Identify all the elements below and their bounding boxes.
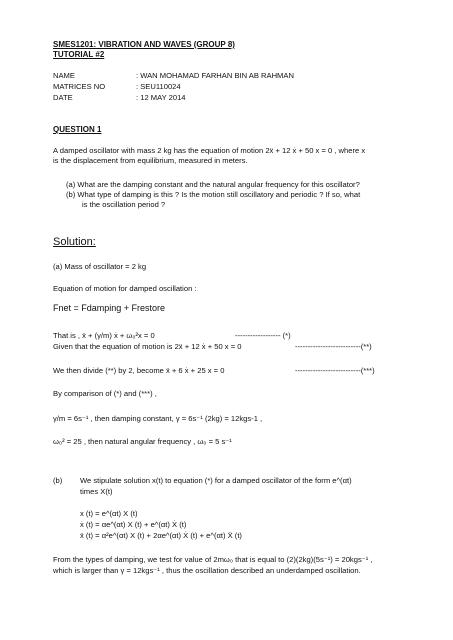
conclusion-line-1: From the types of damping, we test for value of 2mω₀ that is equal to (2)(2kg)(5s⁻¹) = 20kgs⁻¹ ,: [53, 555, 373, 564]
comparison-line: By comparison of (*) and (***) ,: [53, 389, 157, 398]
equation-intro: Equation of motion for damped oscillation :: [53, 284, 197, 293]
natural-frequency-line: ω₀² = 25 , then natural angular frequency , ω₀ = 5 s⁻¹: [53, 437, 232, 446]
matric-value: : SEU110024: [136, 82, 181, 91]
matric-label: MATRICES NO: [53, 82, 106, 91]
x-equation: x (t) = e^(αt) X (t): [80, 509, 138, 518]
question-heading: QUESTION 1: [53, 125, 102, 134]
divide-equation: We then divide (**) by 2, become ẍ + 6 ẋ + 25 x = 0: [53, 366, 225, 375]
solution-heading: Solution:: [53, 236, 96, 248]
xddot-equation: ẍ (t) = α²e^(αt) X (t) + 2αe^(αt) Ẋ (t) + e^(αt) Ẍ (t): [80, 531, 242, 540]
equation-marker-2: --------------------------(**): [295, 342, 372, 351]
conclusion-line-2: which is larger than γ = 12kgs⁻¹ , thus the oscillation described an underdamped oscillation.: [53, 566, 361, 575]
name-label: NAME: [53, 71, 75, 80]
question-part-a: (a) What are the damping constant and the natural angular frequency for this oscillator?: [66, 180, 360, 189]
question-part-b-line-2: is the oscillation period ?: [82, 200, 166, 209]
name-value: : WAN MOHAMAD FARHAN BIN AB RAHMAN: [136, 71, 294, 80]
question-part-b-line-1: (b) What type of damping is this ? Is the motion still oscillatory and periodic ? If so, what: [66, 190, 361, 199]
equation-that-is: That is , ẍ + (γ/m) ẋ + ω₀²x = 0: [53, 331, 155, 340]
equation-marker-1: ------------------ (*): [235, 331, 291, 340]
equation-marker-3: --------------------------(***): [295, 366, 375, 375]
question-line-2: is the displacement from equilibrium, measured in meters.: [53, 156, 248, 165]
date-value: : 12 MAY 2014: [136, 93, 186, 102]
damping-constant-line: γ/m = 6s⁻¹ , then damping constant, γ = 6s⁻¹ (2kg) = 12kgs-1 ,: [53, 414, 263, 423]
part-b-text-1: We stipulate solution x(t) to equation (*) for a damped oscillator of the form e^(αt): [80, 476, 352, 485]
course-title: SMES1201: VIBRATION AND WAVES (GROUP 8): [53, 40, 235, 49]
question-line-1: A damped oscillator with mass 2 kg has the equation of motion 2ẍ + 12 ẋ + 50 x = 0 , where x: [53, 146, 366, 155]
part-b-text-2: times X(t): [80, 487, 113, 496]
tutorial-title: TUTORIAL #2: [53, 50, 105, 59]
xdot-equation: ẋ (t) = αe^(αt) X (t) + e^(αt) Ẋ (t): [80, 520, 187, 529]
part-b-label: (b): [53, 476, 63, 485]
force-equation: Fnet = Fdamping + Frestore: [53, 303, 166, 313]
given-equation: Given that the equation of motion is 2ẍ + 12 ẋ + 50 x = 0: [53, 342, 242, 351]
mass-line: (a) Mass of oscillator = 2 kg: [53, 262, 147, 271]
date-label: DATE: [53, 93, 73, 102]
